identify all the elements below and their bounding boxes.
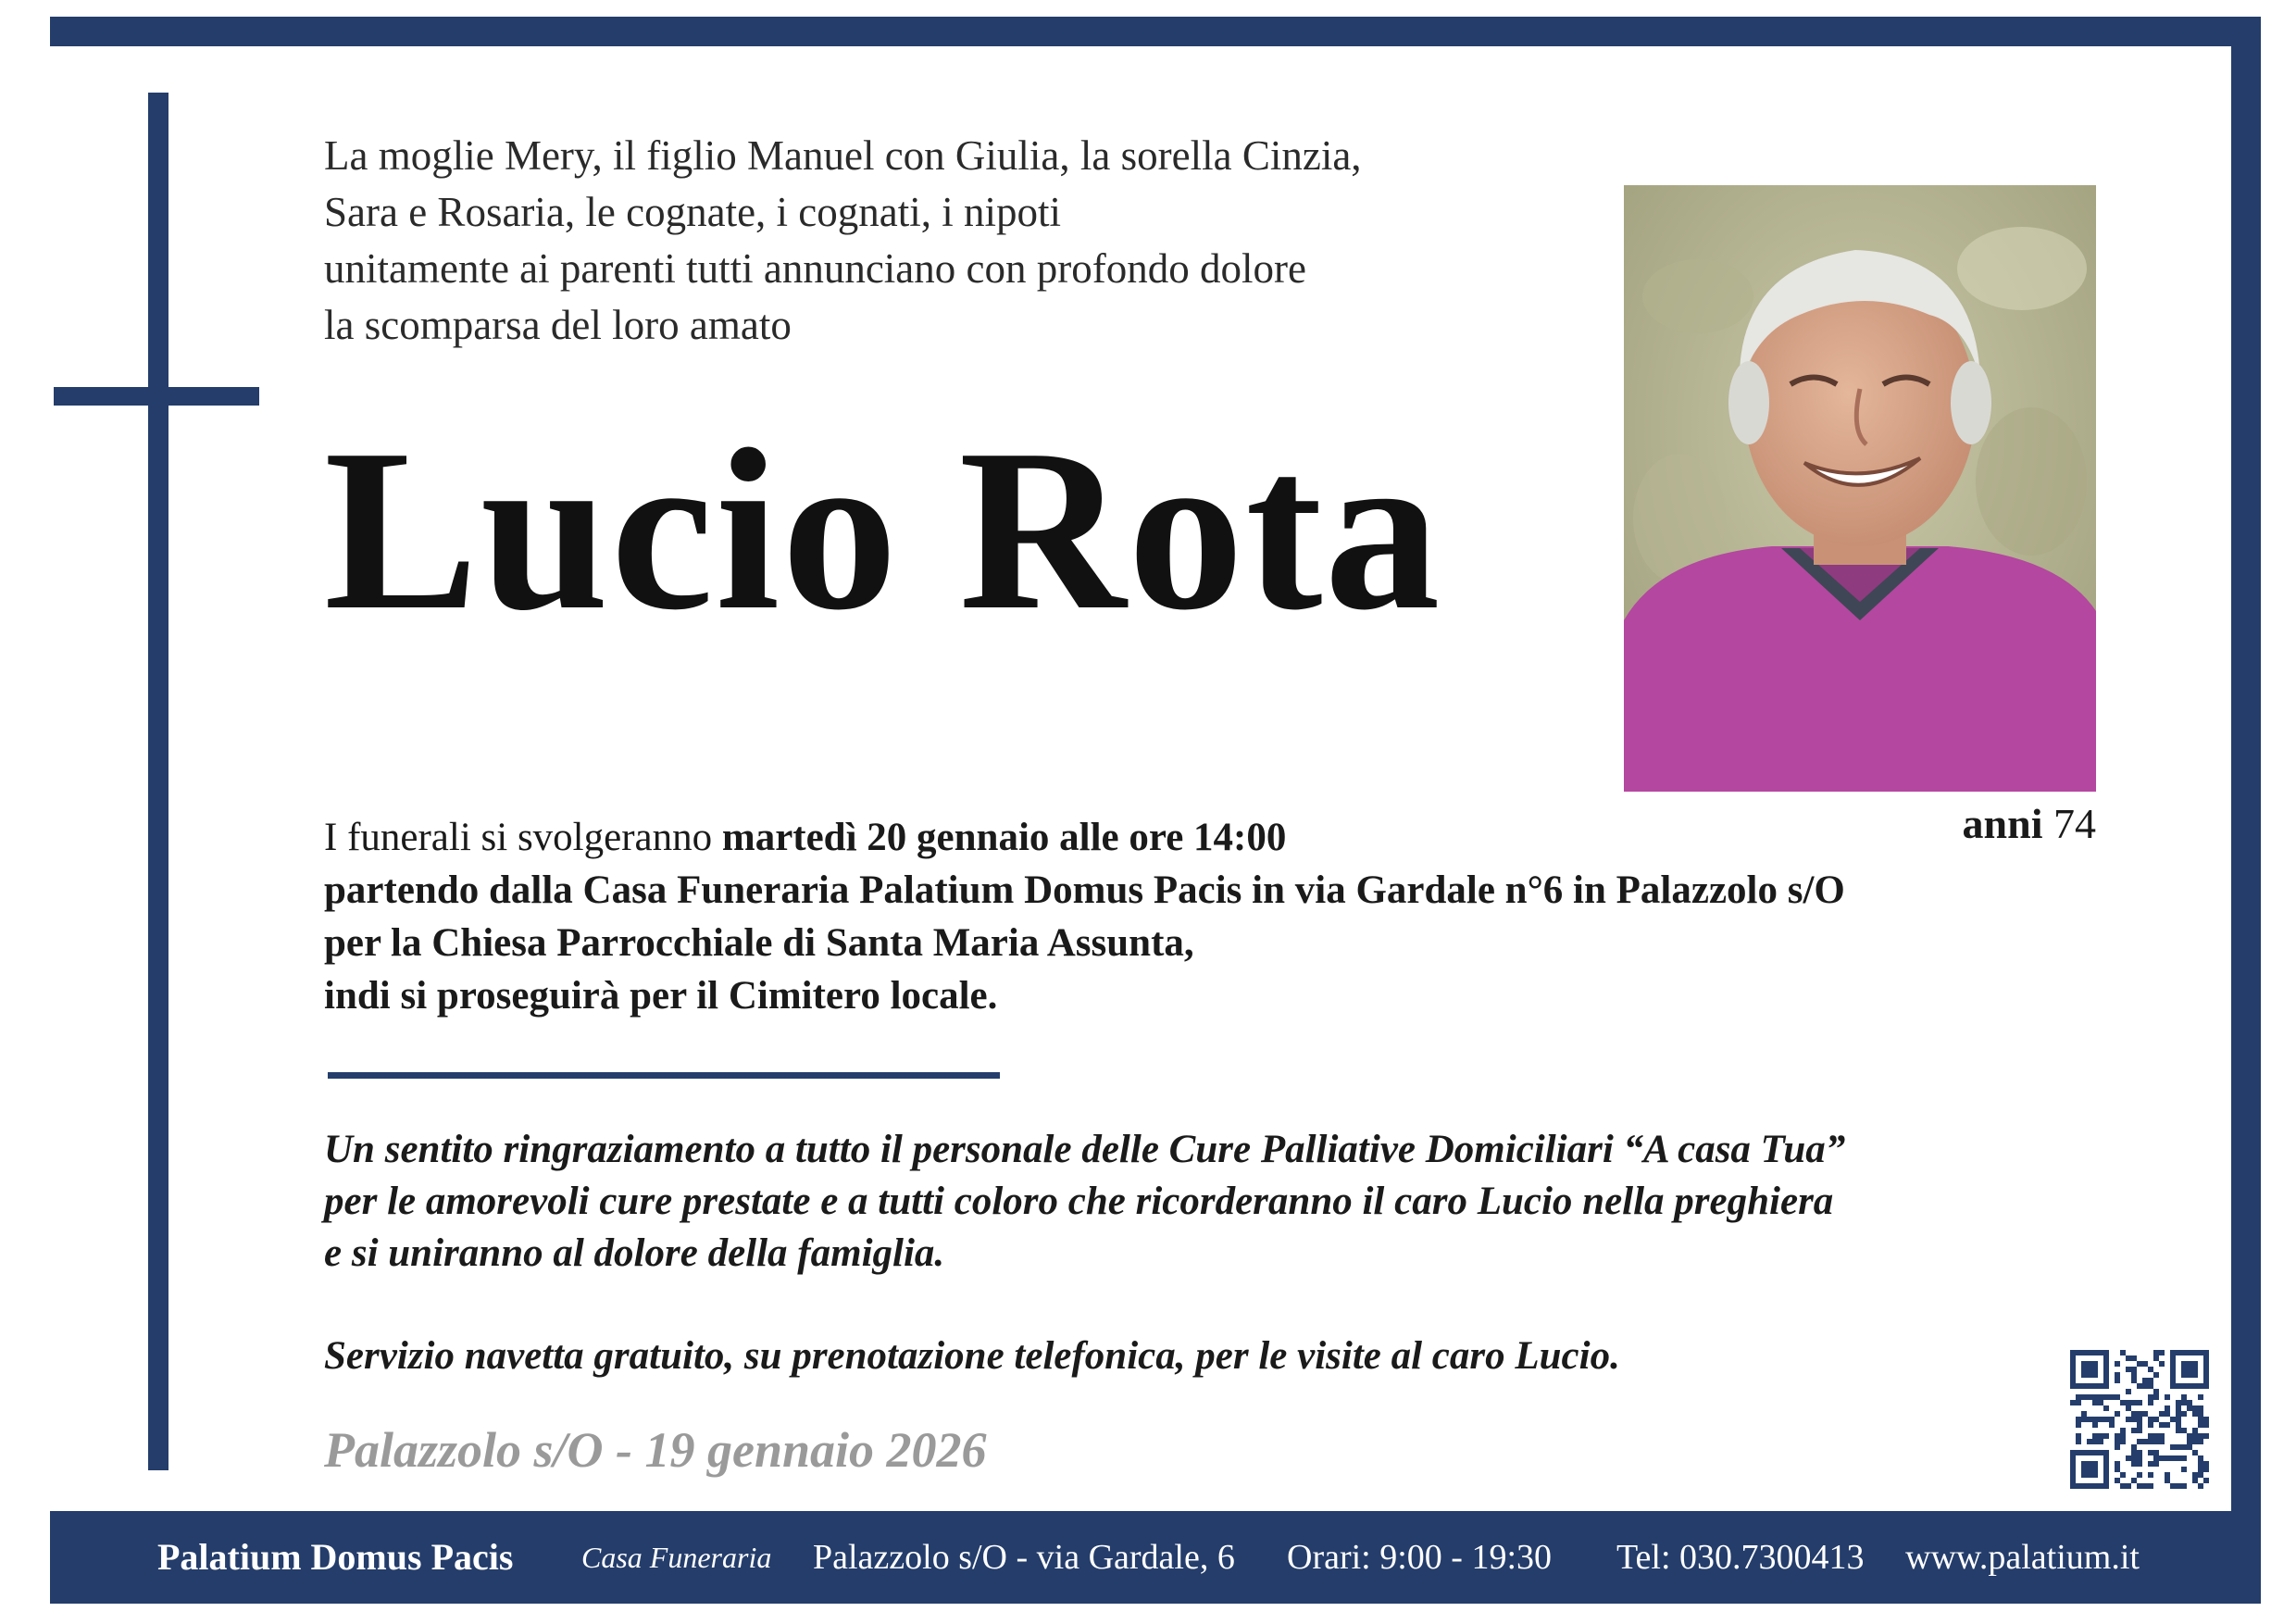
funeral-details	[324, 811, 1845, 1022]
announcement-intro	[324, 128, 1528, 354]
funeral-line-4	[324, 969, 1845, 1022]
footer-website-link[interactable]: www.palatium.it	[1905, 1538, 2140, 1577]
section-divider	[328, 1072, 1000, 1079]
place-and-date: Palazzolo s/O - 19 gennaio 2026	[324, 1422, 987, 1478]
footer-brand: Palatium Domus Pacis	[157, 1536, 514, 1578]
deceased-name: Lucio Rota	[324, 402, 1442, 658]
intro-line: La moglie Mery, il figlio Manuel con Giulia, la sorella Cinzia,	[324, 132, 1362, 179]
funeral-intro-text: I funerali si svolgeranno	[324, 816, 722, 859]
footer-address: Palazzolo s/O - via Gardale, 6	[813, 1538, 1235, 1577]
intro-line: la scomparsa del loro amato	[324, 302, 792, 348]
footer-phone[interactable]: Tel: 030.7300413	[1616, 1538, 1865, 1577]
thanks-line: e si uniranno al dolore della famiglia.	[324, 1231, 945, 1275]
funeral-cemetery: indi si proseguirà per il Cimitero locale.	[324, 974, 998, 1018]
footer-business-type: Casa Funeraria	[581, 1541, 772, 1574]
funeral-church: per la Chiesa Parrocchiale di Santa Maria Assunta,	[324, 921, 1194, 965]
footer-hours: Orari: 9:00 - 19:30	[1287, 1538, 1553, 1577]
funeral-departure: partendo dalla Casa Funeraria Palatium Domus Pacis in via Gardale n°6 in Palazzolo s/O	[324, 868, 1845, 912]
qr-code-icon[interactable]	[2070, 1350, 2209, 1489]
funeral-date-time: martedì 20 gennaio alle ore 14:00	[721, 816, 1287, 859]
age-word: anni	[1962, 800, 2043, 847]
funeral-line-2	[324, 864, 1845, 917]
shuttle-service-note: Servizio navetta gratuito, su prenotazione telefonica, per le visite al caro Lucio.	[324, 1334, 1620, 1378]
funeral-line-1	[324, 811, 1845, 864]
portrait-photo	[1624, 185, 2096, 792]
cross-horizontal-bar	[54, 387, 259, 406]
thanks-message	[324, 1124, 1845, 1280]
intro-line: unitamente ai parenti tutti annunciano con profondo dolore	[324, 245, 1306, 292]
frame-right-border	[2231, 17, 2261, 1544]
thanks-line: per le amorevoli cure prestate e a tutti coloro che ricorderanno il caro Lucio nella preghiera	[324, 1180, 1834, 1223]
thanks-line: Un sentito ringraziamento a tutto il personale delle Cure Palliative Domiciliari “A casa Tua”	[324, 1128, 1846, 1171]
frame-top-border	[50, 17, 2261, 46]
intro-line: Sara e Rosaria, le cognate, i cognati, i nipoti	[324, 189, 1062, 235]
age-value: 74	[2053, 800, 2096, 847]
age-label	[1963, 799, 2096, 848]
funeral-line-3	[324, 917, 1845, 969]
cross-vertical-bar	[148, 93, 168, 1470]
footer-bar	[50, 1511, 2261, 1604]
